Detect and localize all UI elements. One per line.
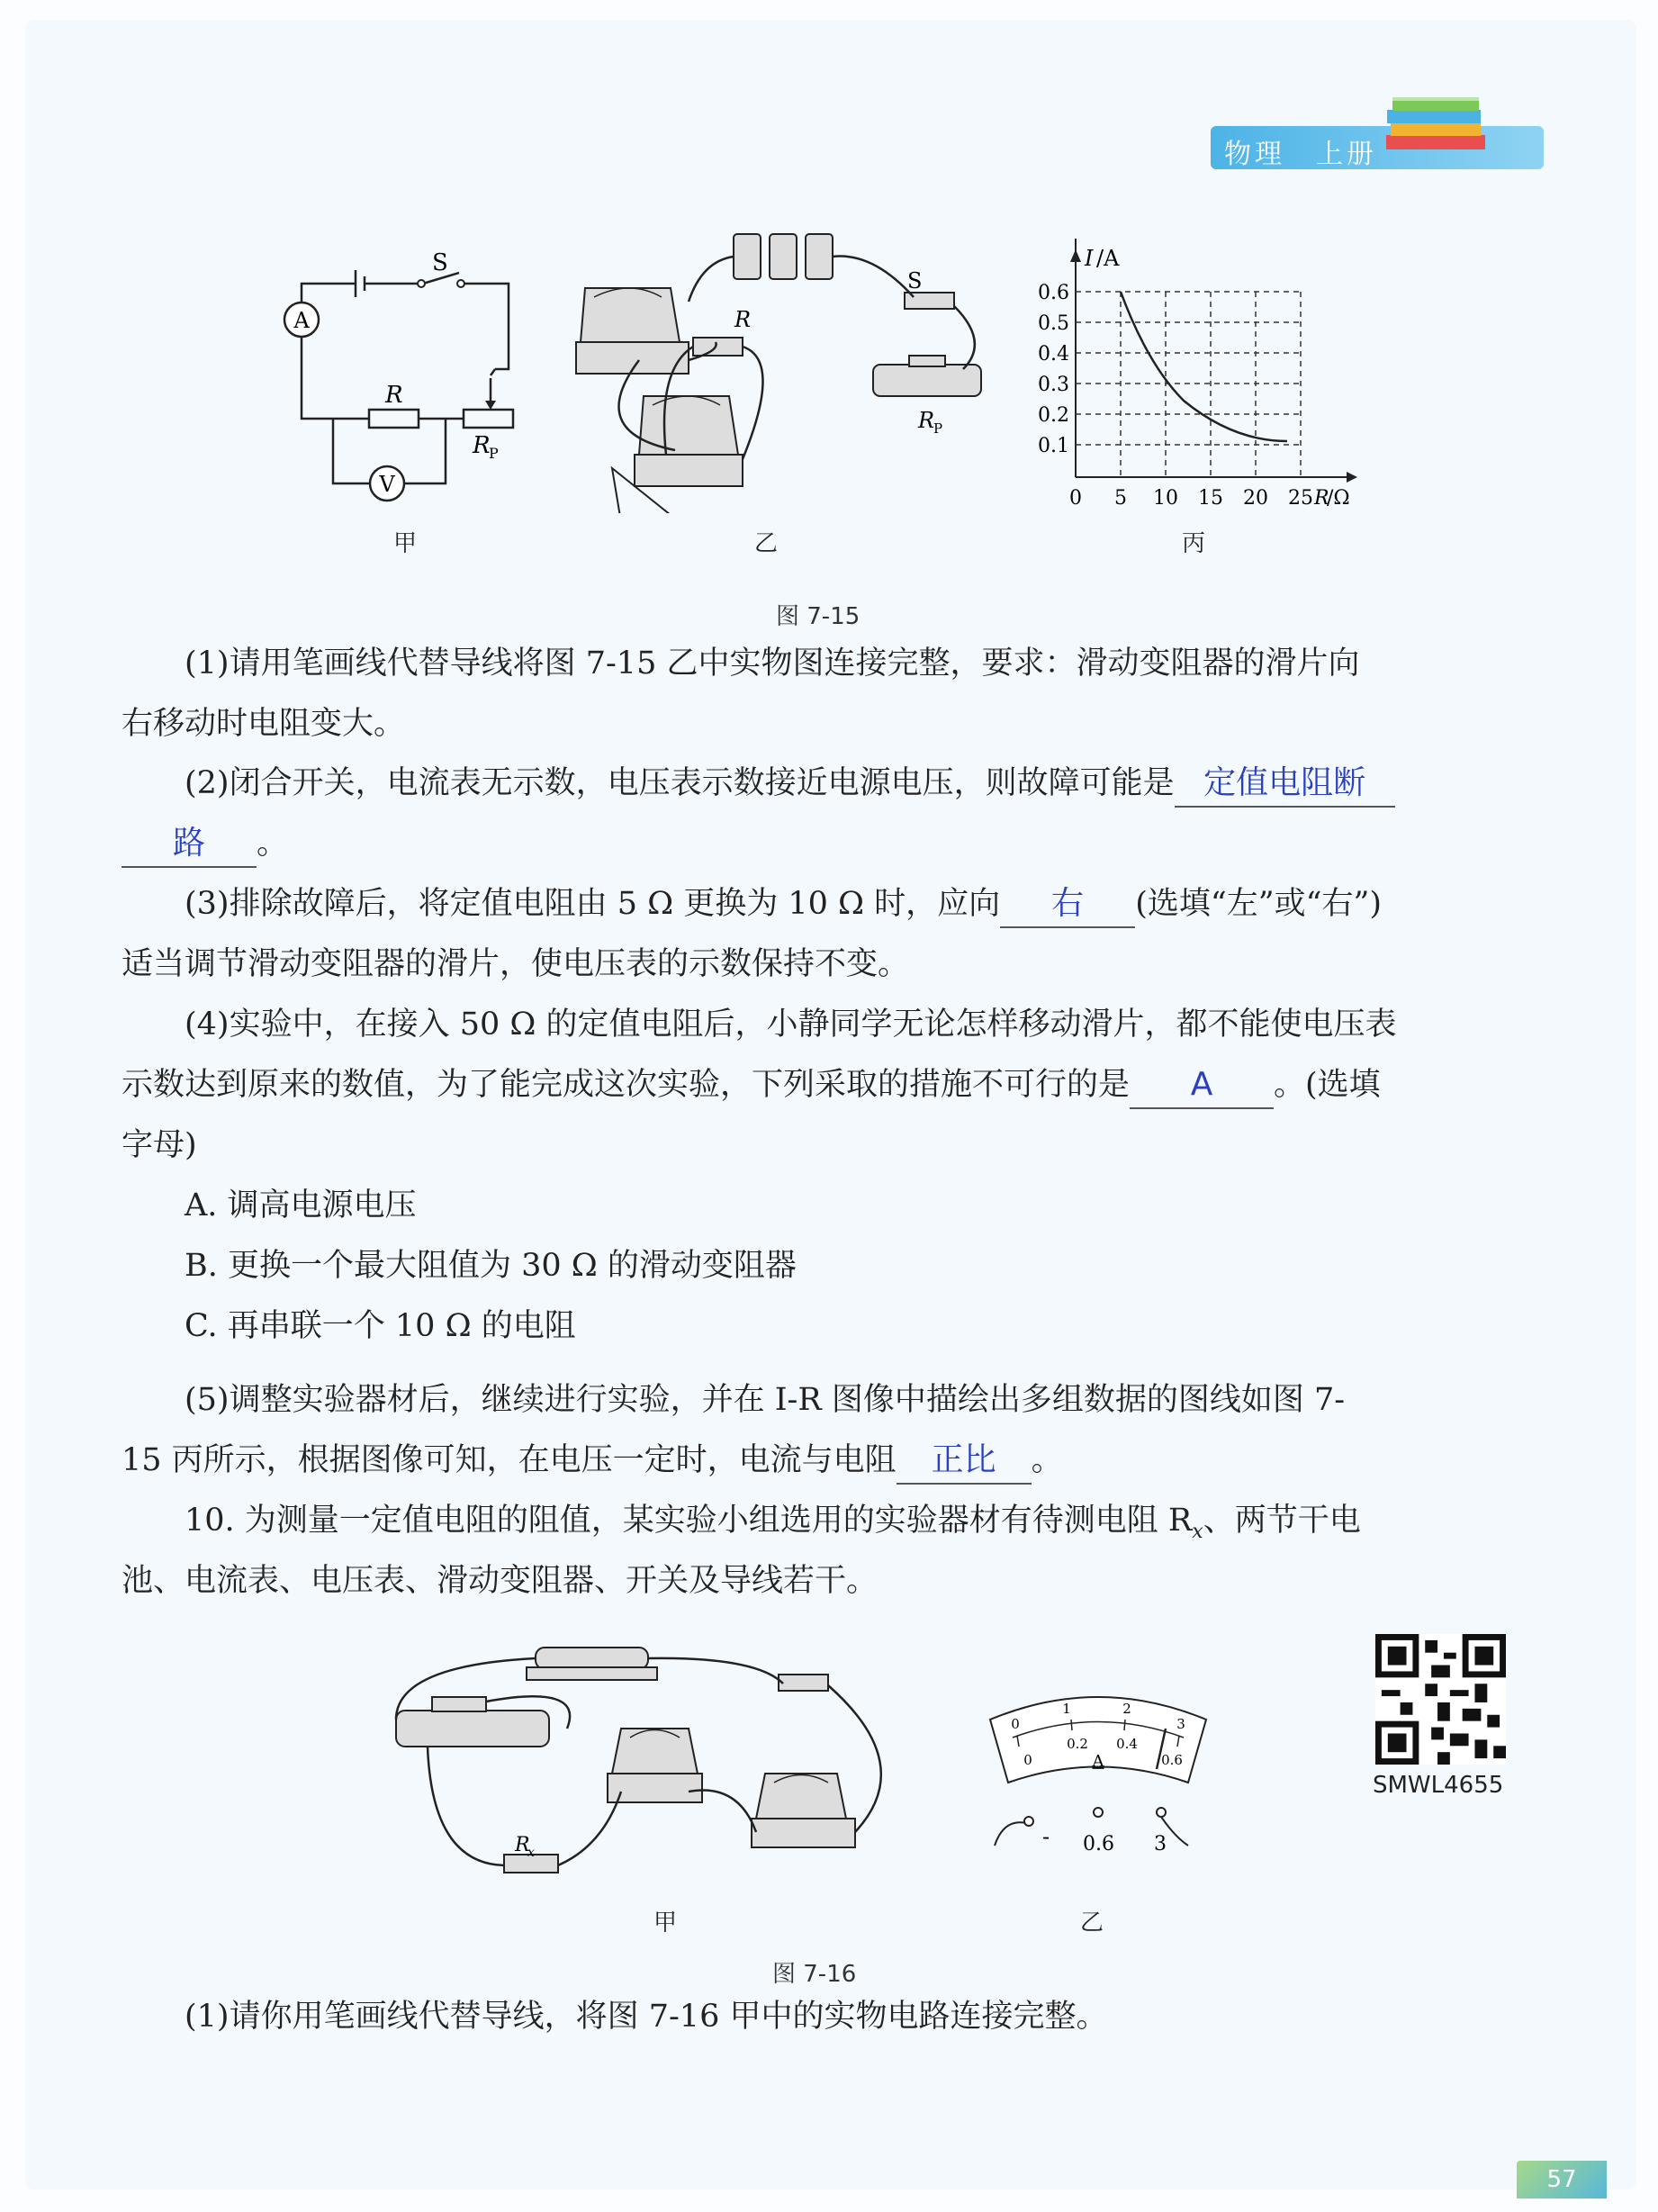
dial-top-tick: 3 [1176,1716,1185,1732]
q5-end: 。 [1031,1442,1063,1478]
ytick: 0.2 [1038,404,1069,427]
qr-code-icon[interactable] [1375,1634,1506,1765]
header-subject: 物理 上册 [1224,139,1377,170]
q3-text: (3)排除故障后，将定值电阻由 5 Ω 更换为 10 Ω 时，应向 [185,886,1001,922]
q10-text: 10. 为测量一定值电阻的阻值，某实验小组选用的实验器材有待测电阻 R [185,1503,1193,1539]
dial-top-tick: 1 [1062,1701,1071,1717]
q10-line2: 池、电流表、电压表、滑动变阻器、开关及导线若干。 [122,1563,879,1599]
q3-hint: (选填“左”或“右”) [1135,886,1383,922]
q3-line1 [185,881,1382,928]
q2-answer-blank1 [1175,761,1395,808]
page-number: 57 [1517,2161,1607,2198]
graph-xlabel-unit: /Ω [1327,487,1350,510]
dial-bottom-tick: 0.6 [1161,1752,1183,1768]
voltmeter-label: V [379,472,395,497]
terminal-06: 0.6 [1083,1833,1114,1855]
q1-line1: (1)请用笔画线代替导线将图 7-15 乙中实物图连接完整，要求：滑动变阻器的滑片向 [185,646,1360,682]
switch-label-yi: S [907,268,923,293]
xtick: 15 [1198,487,1223,510]
resistor-label-yi: R [734,307,752,332]
graph-xlabel-var: R [1314,487,1329,510]
rheostat-label-yi: R [918,408,935,433]
q4-text: 示数达到原来的数值，为了能完成这次实验，下列采取的措施不可行的是 [122,1067,1131,1103]
switch-label: S [432,249,448,276]
xtick: 10 [1153,487,1178,510]
rx-sub-label: x [527,1846,535,1860]
fig715-sub-yi: 乙 [754,530,779,557]
ammeter-dial-yi [972,1684,1224,1855]
q4-line2 [122,1062,1381,1109]
q10-1-line: (1)请你用笔画线代替导线，将图 7-16 甲中的实物电路连接完整。 [185,1999,1108,2035]
ytick: 0.4 [1038,343,1069,366]
rheostat-label: R [473,432,491,459]
rx-label: R [515,1834,530,1856]
xtick: 20 [1243,487,1268,510]
q5-line1: (5)调整实验器材后，继续进行实验，并在 I-R 图像中描绘出多组数据的图线如图 7- [185,1382,1346,1418]
fig715-sub-jia: 甲 [393,530,418,557]
apparatus-716-jia [378,1630,900,1900]
dial-top-tick: 0 [1011,1716,1020,1732]
apparatus-yi [567,225,990,513]
dial-bottom-tick: 0.4 [1116,1736,1138,1752]
resistor-label: R [385,382,403,409]
q10-line1 [185,1498,1361,1555]
q10-rx-sub: x [1192,1521,1203,1543]
q2-answer-part1: 定值电阻断 [1203,764,1366,801]
dial-top-tick: 2 [1122,1701,1131,1717]
fig715-sub-bing: 丙 [1182,530,1206,557]
dial-unit: A [1092,1752,1104,1771]
xtick: 0 [1069,487,1082,510]
circuit-diagram-jia [270,239,531,509]
q2-line1 [185,761,1395,808]
fig716-sub-yi: 乙 [1080,1910,1104,1937]
q4-option-b: B. 更换一个最大阻值为 30 Ω 的滑动变阻器 [185,1248,797,1284]
ytick: 0.5 [1038,312,1069,335]
q10-text-b: 、两节干电 [1203,1503,1361,1539]
ytick: 0.1 [1038,435,1069,457]
q2-text: (2)闭合开关，电流表无示数，电压表示数接近电源电压，则故障可能是 [185,765,1175,801]
ytick: 0.3 [1038,374,1069,396]
q2-answer-blank2 [122,821,257,868]
q3-line2: 适当调节滑动变阻器的滑片，使电压表的示数保持不变。 [122,946,910,982]
ammeter-label: A [293,308,310,333]
q3-answer: 右 [1051,885,1085,922]
ir-graph-bing [1026,239,1368,518]
q5-answer-blank [897,1438,1032,1485]
graph-ylabel-unit: /A [1096,246,1120,271]
q4-option-a: A. 调高电源电压 [185,1187,417,1223]
q2-line2 [122,821,288,868]
q4-hint: 。(选填 [1274,1067,1381,1103]
q4-answer-blank [1130,1062,1274,1109]
fig716-caption: 图 7-16 [772,1961,857,1988]
books-icon [1382,88,1490,160]
graph-ylabel-var: I [1085,246,1094,271]
q5-line2 [122,1438,1063,1485]
rheostat-sub-label-yi: P [933,420,943,437]
q4-option-c: C. 再串联一个 10 Ω 的电阻 [185,1308,576,1344]
dial-bottom-tick: 0.2 [1067,1736,1088,1752]
q3-answer-blank [1000,881,1135,928]
dial-bottom-tick: 0 [1023,1752,1032,1768]
fig715-caption: 图 7-15 [776,603,861,630]
q2-end: 。 [257,826,289,862]
xtick: 5 [1114,487,1127,510]
q2-answer-part2: 路 [172,825,205,862]
terminal-3: 3 [1154,1833,1167,1855]
q4-line3: 字母) [122,1127,197,1163]
q4-answer: A [1190,1066,1213,1103]
ytick: 0.6 [1038,282,1069,304]
xtick: 25 [1288,487,1313,510]
q1-line2: 右移动时电阻变大。 [122,706,406,742]
q5-text: 15 丙所示，根据图像可知，在电压一定时，电流与电阻 [122,1442,897,1478]
qr-code-label: SMWL4655 [1373,1772,1504,1799]
terminal-neg: - [1042,1824,1050,1849]
q4-line1: (4)实验中，在接入 50 Ω 的定值电阻后，小静同学无论怎样移动滑片，都不能使电压表 [185,1007,1397,1043]
rheostat-sub-label: P [489,445,499,462]
fig716-sub-jia: 甲 [653,1910,678,1937]
q5-answer: 正比 [931,1441,996,1478]
